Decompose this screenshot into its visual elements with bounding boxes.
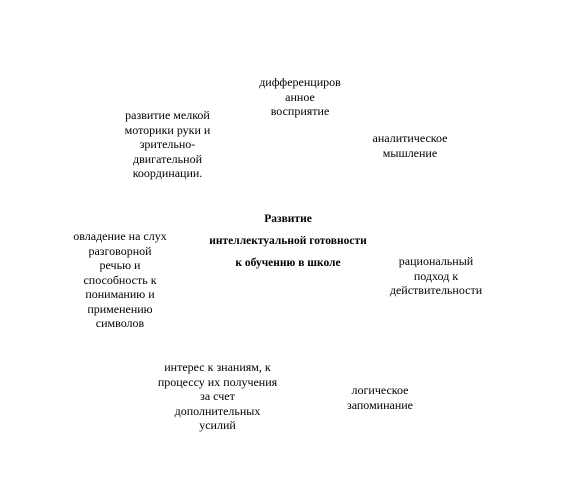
center-node: Развитие интеллектуальной готовности к обучению в школе: [209, 213, 367, 269]
node-differentiated-perception: дифференциров анное восприятие: [259, 75, 341, 118]
node-analytical-thinking: аналитическое мышление: [372, 131, 448, 160]
node-spoken-language-symbols: овладение на слух разговорной речью и способность к пониманию и применению символов: [73, 229, 167, 330]
node-rational-approach: рациональный подход к действительности: [389, 254, 483, 297]
node-logical-memorization: логическое запоминание: [346, 383, 414, 412]
node-interest-in-knowledge: интерес к знаниям, к процессу их получения за счет дополнительных усилий: [157, 360, 278, 432]
node-fine-motor-skills: развитие мелкой моторики руки и зрительно- двигательной координации.: [124, 108, 211, 180]
